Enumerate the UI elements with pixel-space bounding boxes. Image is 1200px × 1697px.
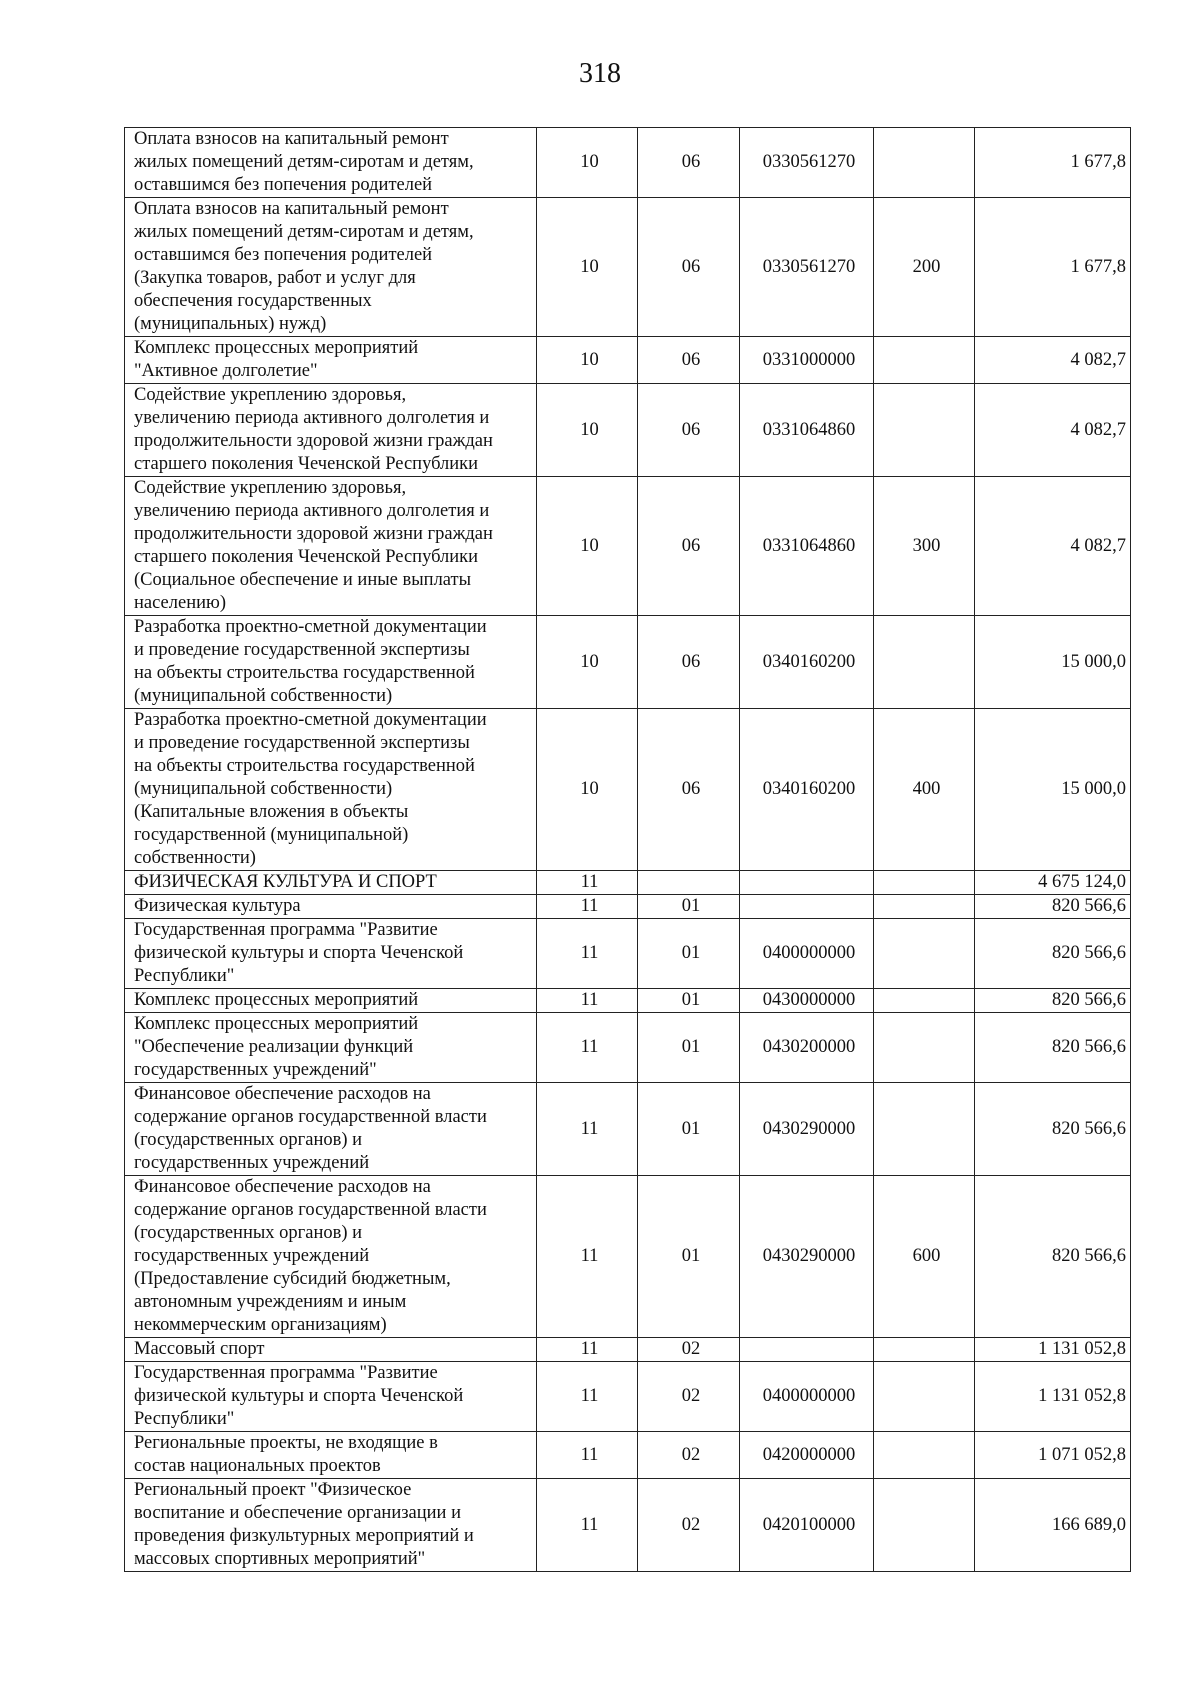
row-section-cell: 10 — [537, 709, 638, 871]
row-name-cell: Региональные проекты, не входящие в состав национальных проектов — [125, 1432, 537, 1479]
row-target-code-cell — [740, 895, 874, 919]
row-subsection-cell: 06 — [638, 477, 740, 616]
row-section-cell: 10 — [537, 337, 638, 384]
row-section-cell: 10 — [537, 384, 638, 477]
row-target-code-cell: 0340160200 — [740, 709, 874, 871]
row-target-code-cell: 0400000000 — [740, 919, 874, 989]
row-expense-type-cell — [874, 919, 975, 989]
table-row — [125, 1479, 1131, 1572]
row-subsection-cell: 01 — [638, 1083, 740, 1176]
row-amount-cell: 1 677,8 — [975, 198, 1131, 337]
row-section-cell: 11 — [537, 1432, 638, 1479]
row-name-cell: Разработка проектно-сметной документации и проведение государственной экспертизы на объекты строительства государственной (муниципальной собственности) (Капитальные вложения в объекты государственной (муниципальной) собственности) — [125, 709, 537, 871]
row-target-code-cell: 0430290000 — [740, 1083, 874, 1176]
row-amount-cell: 15 000,0 — [975, 709, 1131, 871]
row-expense-type-cell — [874, 128, 975, 198]
row-target-code-cell: 0331064860 — [740, 477, 874, 616]
table-row — [125, 1362, 1131, 1432]
row-subsection-cell: 06 — [638, 709, 740, 871]
row-amount-cell: 4 082,7 — [975, 384, 1131, 477]
row-section-cell: 10 — [537, 128, 638, 198]
row-amount-cell: 820 566,6 — [975, 895, 1131, 919]
table-row — [125, 1338, 1131, 1362]
row-amount-cell: 15 000,0 — [975, 616, 1131, 709]
table-row — [125, 871, 1131, 895]
row-expense-type-cell — [874, 384, 975, 477]
row-section-cell: 11 — [537, 989, 638, 1013]
row-expense-type-cell — [874, 1338, 975, 1362]
table-row — [125, 337, 1131, 384]
row-expense-type-cell — [874, 1362, 975, 1432]
row-name-cell: Содействие укреплению здоровья, увеличению периода активного долголетия и продолжительности здоровой жизни граждан старшего поколения Чеченской Республики (Социальное обеспечение и иные выплаты населению) — [125, 477, 537, 616]
row-amount-cell: 1 071 052,8 — [975, 1432, 1131, 1479]
row-amount-cell: 4 675 124,0 — [975, 871, 1131, 895]
row-section-cell: 10 — [537, 477, 638, 616]
row-target-code-cell: 0420100000 — [740, 1479, 874, 1572]
row-target-code-cell: 0430000000 — [740, 989, 874, 1013]
row-section-cell: 11 — [537, 1362, 638, 1432]
row-amount-cell: 166 689,0 — [975, 1479, 1131, 1572]
row-section-cell: 11 — [537, 1083, 638, 1176]
row-name-cell: Финансовое обеспечение расходов на содержание органов государственной власти (государственных органов) и государственных учреждений (Предоставление субсидий бюджетным, автономным учреждениям и иным некоммерческим организациям) — [125, 1176, 537, 1338]
row-section-cell: 11 — [537, 919, 638, 989]
row-target-code-cell: 0331064860 — [740, 384, 874, 477]
row-name-cell: Финансовое обеспечение расходов на содержание органов государственной власти (государственных органов) и государственных учреждений — [125, 1083, 537, 1176]
row-target-code-cell: 0340160200 — [740, 616, 874, 709]
row-amount-cell: 820 566,6 — [975, 1176, 1131, 1338]
row-expense-type-cell — [874, 1479, 975, 1572]
row-expense-type-cell — [874, 1432, 975, 1479]
row-name-cell: Оплата взносов на капитальный ремонт жилых помещений детям-сиротам и детям, оставшимся без попечения родителей (Закупка товаров, работ и услуг для обеспечения государственных (муниципальных) нужд) — [125, 198, 537, 337]
row-subsection-cell: 01 — [638, 989, 740, 1013]
row-name-cell: Комплекс процессных мероприятий "Активное долголетие" — [125, 337, 537, 384]
row-name-cell: Оплата взносов на капитальный ремонт жилых помещений детям-сиротам и детям, оставшимся без попечения родителей — [125, 128, 537, 198]
row-target-code-cell: 0420000000 — [740, 1432, 874, 1479]
row-expense-type-cell — [874, 616, 975, 709]
row-name-cell: Содействие укреплению здоровья, увеличению периода активного долголетия и продолжительности здоровой жизни граждан старшего поколения Чеченской Республики — [125, 384, 537, 477]
row-name-cell: Государственная программа "Развитие физической культуры и спорта Чеченской Республики" — [125, 1362, 537, 1432]
row-amount-cell: 1 131 052,8 — [975, 1362, 1131, 1432]
table-row — [125, 895, 1131, 919]
table-row — [125, 709, 1131, 871]
row-name-cell: Физическая культура — [125, 895, 537, 919]
row-section-cell: 10 — [537, 616, 638, 709]
row-target-code-cell: 0400000000 — [740, 1362, 874, 1432]
row-name-cell: Государственная программа "Развитие физической культуры и спорта Чеченской Республики" — [125, 919, 537, 989]
row-amount-cell: 1 131 052,8 — [975, 1338, 1131, 1362]
table-row — [125, 989, 1131, 1013]
row-amount-cell: 4 082,7 — [975, 337, 1131, 384]
row-target-code-cell: 0331000000 — [740, 337, 874, 384]
row-name-cell: Региональный проект "Физическое воспитание и обеспечение организации и проведения физкультурных мероприятий и массовых спортивных мероприятий" — [125, 1479, 537, 1572]
row-subsection-cell: 01 — [638, 895, 740, 919]
row-expense-type-cell — [874, 1083, 975, 1176]
table-row — [125, 384, 1131, 477]
row-section-cell: 11 — [537, 1013, 638, 1083]
row-name-cell: Разработка проектно-сметной документации и проведение государственной экспертизы на объекты строительства государственной (муниципальной собственности) — [125, 616, 537, 709]
row-subsection-cell: 01 — [638, 1013, 740, 1083]
table-row — [125, 1013, 1131, 1083]
row-subsection-cell: 01 — [638, 919, 740, 989]
row-subsection-cell: 02 — [638, 1338, 740, 1362]
row-expense-type-cell: 200 — [874, 198, 975, 337]
row-subsection-cell: 02 — [638, 1432, 740, 1479]
budget-table-body — [125, 128, 1131, 1572]
table-row — [125, 1083, 1131, 1176]
table-row — [125, 477, 1131, 616]
table-row — [125, 1432, 1131, 1479]
row-subsection-cell: 06 — [638, 337, 740, 384]
row-subsection-cell: 06 — [638, 198, 740, 337]
row-amount-cell: 4 082,7 — [975, 477, 1131, 616]
row-section-cell: 11 — [537, 1176, 638, 1338]
row-section-cell: 11 — [537, 1338, 638, 1362]
row-target-code-cell — [740, 1338, 874, 1362]
row-name-cell: Комплекс процессных мероприятий "Обеспечение реализации функций государственных учреждений" — [125, 1013, 537, 1083]
row-subsection-cell: 06 — [638, 128, 740, 198]
row-subsection-cell: 02 — [638, 1362, 740, 1432]
row-expense-type-cell: 600 — [874, 1176, 975, 1338]
table-row — [125, 198, 1131, 337]
row-subsection-cell — [638, 871, 740, 895]
row-amount-cell: 820 566,6 — [975, 1083, 1131, 1176]
row-expense-type-cell — [874, 895, 975, 919]
row-expense-type-cell — [874, 989, 975, 1013]
row-section-cell: 11 — [537, 895, 638, 919]
row-subsection-cell: 01 — [638, 1176, 740, 1338]
row-section-cell: 11 — [537, 1479, 638, 1572]
row-section-cell: 10 — [537, 198, 638, 337]
row-subsection-cell: 06 — [638, 384, 740, 477]
table-row — [125, 128, 1131, 198]
row-name-cell: ФИЗИЧЕСКАЯ КУЛЬТУРА И СПОРТ — [125, 871, 537, 895]
table-row — [125, 616, 1131, 709]
row-target-code-cell — [740, 871, 874, 895]
row-subsection-cell: 02 — [638, 1479, 740, 1572]
row-section-cell: 11 — [537, 871, 638, 895]
row-subsection-cell: 06 — [638, 616, 740, 709]
row-target-code-cell: 0330561270 — [740, 198, 874, 337]
table-row — [125, 919, 1131, 989]
row-name-cell: Комплекс процессных мероприятий — [125, 989, 537, 1013]
row-amount-cell: 820 566,6 — [975, 1013, 1131, 1083]
row-target-code-cell: 0430290000 — [740, 1176, 874, 1338]
row-expense-type-cell — [874, 871, 975, 895]
page-number: 318 — [579, 58, 621, 89]
table-row — [125, 1176, 1131, 1338]
row-amount-cell: 820 566,6 — [975, 919, 1131, 989]
row-target-code-cell: 0330561270 — [740, 128, 874, 198]
row-name-cell: Массовый спорт — [125, 1338, 537, 1362]
row-amount-cell: 1 677,8 — [975, 128, 1131, 198]
row-expense-type-cell: 400 — [874, 709, 975, 871]
row-target-code-cell: 0430200000 — [740, 1013, 874, 1083]
row-amount-cell: 820 566,6 — [975, 989, 1131, 1013]
row-expense-type-cell — [874, 1013, 975, 1083]
row-expense-type-cell: 300 — [874, 477, 975, 616]
row-expense-type-cell — [874, 337, 975, 384]
budget-table — [124, 127, 1131, 1572]
